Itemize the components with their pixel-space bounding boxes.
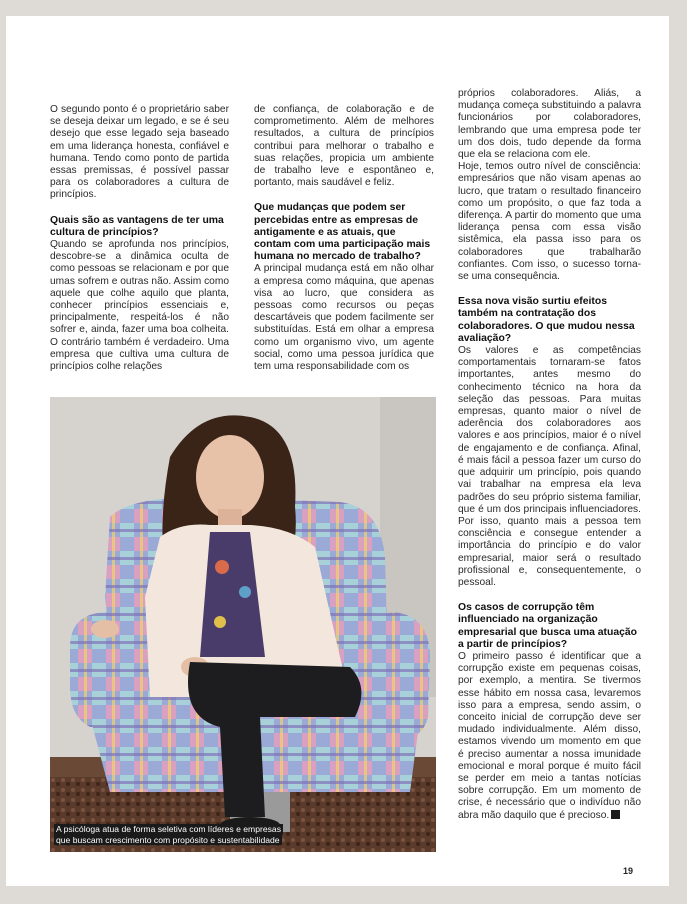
paragraph: Os valores e as competências comportamentais tornaram-se fatos importantes, antes mesmo do conhecimento técnico na hora da seleção das pessoas. Para muitas empresas, quanto maior o nível de aderência dos colaboradores aos valores e aos princípios, maior é o nível de engajamento e de confiança. Afinal, é mais fácil a pessoa fazer um curso do que adquirir um princípio, pois quando vai trabalhar na empresa ela leva padrões do seu próprio sistema familiar, que é um dos principais influenciadores. Por isso, quanto mais a pessoa tem consciência e consegue entender a importância do princípio e do valor empresarial, maior será o resultado profissional e, consequentemente, o pessoal. [458, 345, 641, 588]
paragraph: O segundo ponto é o proprietário saber se deseja deixar um legado, e se é seu desejo que esse legado seja baseado em uma liderança honesta, confiável e humana. Tendo como ponto de partida essas premissas, é possível passar para os colaboradores a cultura de princípios. [50, 104, 229, 201]
paragraph: A principal mudança está em não olhar a empresa como máquina, que apenas visa ao lucro, que considera as pessoas como recursos ou peças descartáveis que podem facilmente ser substituídas. Está em olhar a empresa como um organismo vivo, um agente social, como uma pessoa jurídica que tem uma responsabilidade com os [254, 263, 434, 373]
column-2 [254, 104, 434, 373]
question-heading: Quais são as vantagens de ter uma cultura de princípios? [50, 214, 224, 238]
paragraph [458, 651, 641, 822]
paragraph: Quando se aprofunda nos princípios, descobre-se a dinâmica oculta de como pessoas se relacionam e por que umas sofrem e outras não. Assim como aquele que colhe aquilo que planta, conhecer princípios essenciais e, principalmente, respeitá-los é não sofrer e, ainda, fazer uma boa colheita. O contrário também é verdadeiro. Uma empresa que cultiva uma cultura de princípios colhe relações [50, 239, 229, 373]
question-heading: Os casos de corrupção têm influenciado na organização empresarial que busca uma atuação a partir de princípios? [458, 602, 638, 650]
paragraph: Hoje, temos outro nível de consciência: empresários que não visam apenas ao lucro, que tratam o resultado financeiro como um propósito, o que faz toda a diferença. A partir do momento que uma liderança pensa com essa visão sistêmica, ela passa isso para os colaboradores que trabalharão confiantes. Com isso, o sucesso torna-se uma consequência. [458, 161, 641, 283]
photo-illustration [50, 397, 436, 852]
end-of-article-mark [611, 810, 620, 819]
caption-line: A psicóloga atua de forma seletiva com líderes e empresas [56, 824, 281, 835]
photo-caption [54, 824, 283, 845]
caption-line: que buscam crescimento com propósito e sustentabilidade [56, 834, 280, 845]
column-3 [458, 88, 641, 822]
magazine-page [6, 16, 669, 886]
portrait-photo [50, 397, 436, 852]
paragraph: de confiança, de colaboração e de comprometimento. Além de melhores resultados, a cultura de princípios contribui para melhorar o trabalho e suas relações, propicia um ambiente de trabalho leve e espontâneo e, portanto, mais saudável e feliz. [254, 104, 434, 189]
paragraph: próprios colaboradores. Aliás, a mudança começa substituindo a palavra funcionários por colaboradores, lembrando que uma empresa pode ter um dos dois, tudo depende da forma que ela se relaciona com ele. [458, 88, 641, 161]
question-heading: Essa nova visão surtiu efeitos também na contratação dos colaboradores. O que mudou nessa avaliação? [458, 296, 635, 344]
question-heading: Que mudanças que podem ser percebidas entre as empresas de antigamente e as atuais, que contam com uma participação mais humana no mercado de trabalho? [254, 202, 431, 263]
page-number: 19 [622, 866, 633, 876]
paragraph-text: O primeiro passo é identificar que a corrupção existe em pequenas coisas, por exemplo, a mentira. Se tivermos esse hábito em nossa casa, levaremos isso para a empresa, sendo assim, o conceito inicial de corrupção deve ser mudado individualmente. Além disso, estamos vivendo um momento em que é preciso aumentar a nossa imunidade emocional e moral porque é muito fácil se perder em meio a tantas notícias sobre corrupção. Em um momento de crise, é necessário que o indivíduo não abra mão daquilo que é precioso. [458, 650, 641, 821]
column-1 [50, 104, 229, 373]
